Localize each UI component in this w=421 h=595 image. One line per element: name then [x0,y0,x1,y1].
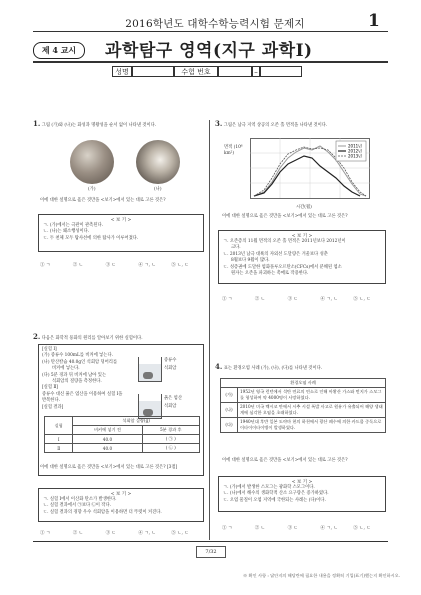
q3-bogi-box [218,230,386,284]
table-sub-header-1: 비커에 넣기 전 [73,426,142,435]
q1-caption-b: (나) [154,187,162,192]
q4-choices [222,525,386,531]
q3-choice-3[interactable]: ③ ㄷ [287,297,298,302]
legend-2011: 2011년 [348,143,363,149]
exam-no-dash: – [252,66,260,77]
q3-item-3b: 원자는 오존을 파괴하는 촉매로 작용한다. [231,271,309,277]
table-row: Ⅰ 40.0 ( ㉠ ) [45,435,200,444]
q1-number: 1. [33,119,41,128]
ozone-hole-chart [250,138,370,204]
q2-choice-2[interactable]: ② ㄴ [72,531,84,536]
beaker-label-limestone-1: 석회암 [164,366,177,371]
limestone-2 [143,409,153,416]
q2-exp2-line-1: 증류수 대신 묽은 염산을 이용하여 실험 Ⅰ을 [42,391,123,397]
q2-choice-3[interactable]: ③ ㄷ [105,531,116,536]
q4-item-2: ㄴ. (나)에서 해수의 생화학적 산소 요구량은 증가하였다. [223,491,329,497]
q2-item-3: ㄷ. 실험 결과의 경향 우수 석회암을 이용하면 더 뚜렷이 커진다. [43,509,162,515]
table-col-header: 석회암 질량(g) [73,417,200,426]
exam-title: 2016학년도 대학수학능력시험 문제지 [125,18,305,30]
q4-choice-1[interactable]: ① ㄱ [222,526,233,531]
question-4 [215,364,387,372]
q2-item-2: ㄴ. 실험 결과에서 ㉠보다 ㉡이 작다. [43,503,111,509]
footer-note: ※ 확인 사항 : 답안지의 해당란에 필요한 내용을 정확히 기입(표기)했는지 확인하시오. [243,573,400,578]
q2-result-title: [실험 결과] [42,404,64,410]
q3-choice-4[interactable]: ④ ㄱ, ㄴ [320,297,338,302]
section-title: 과학탐구 영역(지구 과학Ⅰ) [105,41,313,61]
q2-choices [40,530,204,536]
footer-page-box: 7/32 [196,546,226,558]
q3-item-1: ㄱ. 오존층의 11월 면적의 오존 홀 면적은 2011년보다 2012년이 [223,239,346,244]
q4-item-1: ㄱ. (가)에서 발생한 스모그는 광화학 스모그이다. [223,485,315,490]
q2-choice-4[interactable]: ④ ㄱ, ㄴ [138,531,156,536]
q3-item-2b: 8월보다 9월이 많다. [231,258,270,264]
q2-item-1: ㄱ. 실험 Ⅰ에서 이산화 탄소가 발생한다. [43,497,117,502]
q2-exp1-line-1: (가) 증류수 100mL를 비커에 넣는다. [42,353,113,359]
q2-experiment-box [38,344,204,476]
q2-hint: [3점] [166,465,178,470]
beaker-label-water: 증류수 [164,358,177,363]
q1-item-2: ㄴ. (나)는 왜소행성이다. [43,229,90,235]
q4-question: 이에 대한 설명으로 옳은 것만을 <보기>에서 있는 대로 고른 것은? [222,458,348,463]
q1-choice-3[interactable]: ③ ㄷ [105,263,116,268]
title-rule [33,61,388,63]
q2-exp1-line-4: (다) 5분 경과 뒤 비커에 남아 있는 [42,372,107,378]
q3-chart-xlabel: 시간(월) [296,205,312,210]
name-field[interactable] [132,66,174,77]
q3-choices [222,296,386,302]
q2-exp2-title: [실험 Ⅱ] [42,385,58,391]
q1-stem: 그림 (가)와 (나)는 화성과 명왕성을 순서 없이 나타낸 것이다. [41,123,157,128]
q4-choice-3[interactable]: ③ ㄷ [287,526,298,531]
q1-caption-a: (가) [88,187,96,192]
q2-exp1-line-5: 석회암의 질량을 측정한다. [52,379,102,385]
q2-stem: 다음은 화학적 풍화의 원리를 알아보기 위한 실험이다. [41,336,143,341]
q2-exp1-line-2: (나) 탄산칼슘 40.0g인 석회암 덩어리를 [42,359,118,365]
legend-2013: 2013년 [348,153,363,159]
limestone-1 [143,372,153,379]
table-sub-header-2: 5분 경과 후 [142,426,199,435]
exam-no-field-1[interactable] [218,66,252,77]
q3-choice-1[interactable]: ① ㄱ [222,297,233,302]
q4-stem: 표는 환경오염 사례 (가), (나), (다)를 나타낸 것이다. [223,366,323,371]
q3-choice-5[interactable]: ⑤ ㄴ, ㄷ [353,297,371,302]
q4-item-3: ㄷ. 오염 물질이 오염 지역에 국한되는 사례는 (다)이다. [223,497,326,503]
q2-exp1-title: [실험 Ⅰ] [42,347,57,352]
question-2 [33,334,205,342]
id-row [112,66,302,77]
q2-bogi-box [38,488,204,522]
mars-image [70,140,114,184]
q1-choice-2[interactable]: ② ㄴ [72,263,84,268]
q1-bogi-title: < 보 기 > [110,218,132,223]
q2-result-table [44,416,200,453]
q2-bogi-title: < 보 기 > [110,492,132,497]
q1-item-1: ㄱ. (가)에서는 극관이 관측된다. [43,223,103,228]
q4-choice-2[interactable]: ② ㄴ [254,526,266,531]
period-badge: 제 4 교시 [33,42,85,59]
legend-2012: 2012년 [348,148,363,154]
exam-no-field-2[interactable] [260,66,302,77]
q3-bogi-title: < 보 기 > [291,234,313,239]
q1-item-3: ㄷ. 두 천체 모두 탐사선에 의한 탐사가 이루어졌다. [43,235,139,241]
q4-table-title: 환경오염 사례 [221,379,386,388]
page-number: 1 [368,11,380,31]
q2-choice-5[interactable]: ⑤ ㄴ, ㄷ [171,531,189,536]
q3-item-3: ㄷ. 성층권에 도달한 염화플루오르탄소(CFCs)에서 분해된 염소 [223,264,342,270]
q3-stem: 그림은 남극 지역 상공의 오존 홀 면적을 나타낸 것이다. [223,123,328,128]
question-1 [33,121,203,129]
table-row: Ⅱ 40.0 ( ㉡ ) [45,444,200,453]
header-rule [33,31,388,32]
q3-number: 3. [215,119,223,128]
q4-choice-4[interactable]: ④ ㄱ, ㄴ [320,526,338,531]
q3-chart-ylabel: 면적 (10⁶ km²) [224,145,243,157]
beaker-label-limestone-2: 석회암 [164,404,177,409]
footer-total: 32 [210,549,217,555]
q2-exp1-line-3: 비커에 넣는다. [52,366,80,372]
q4-bogi-box [218,476,386,512]
name-label: 성명 [112,66,132,77]
q2-choice-1[interactable]: ① ㄱ [40,531,51,536]
footer-page: 7 [205,549,209,555]
table-row-header: 실험 [45,417,73,435]
q3-item-1b: 크다. [231,245,241,251]
q2-question: 이에 대한 설명으로 옳은 것만을 <보기>에서 있는 대로 고른 것은? [3점] [40,465,178,470]
q4-choice-5[interactable]: ⑤ ㄴ, ㄷ [353,526,371,531]
exam-no-label: 수험 번호 [174,66,218,77]
q1-choice-1[interactable]: ① ㄱ [40,263,51,268]
q2-exp2-line-2: 반복한다. [42,398,60,404]
q1-choices [40,262,204,268]
q3-choice-2[interactable]: ② ㄴ [254,297,266,302]
beaker-label-acid: 묽은 염산 [164,396,182,401]
q3-question: 이에 대한 설명으로 옳은 것만을 <보기>에서 있는 대로 고른 것은? [222,214,348,219]
table-row: (나) 2010년 미국 멕시코 만에서 시추 시설 폭발 사고로 원유가 유출되어 해양 생태계에 심각한 오염을 초래하였다. [221,403,386,418]
pluto-image [136,140,180,184]
q4-number: 4. [215,362,223,371]
table-row: (가) 1952년 영국 런던에서 석탄 연료의 연소로 인해 아황산 가스와 먼지가 스모그를 형성하여 약 4000명이 사망하였다. [221,388,386,403]
column-divider [209,120,210,540]
q4-pollution-table [220,378,386,433]
q3-item-2: ㄴ. 2013년 남극 대륙의 자외선 도달량은 겨울보다 성춘 [223,251,328,257]
q1-question: 이에 대한 설명으로 옳은 것만을 <보기>에서 있는 대로 고른 것은? [40,198,166,203]
question-3 [215,121,387,129]
q4-bogi-title: < 보 기 > [291,480,313,485]
q1-choice-5[interactable]: ⑤ ㄴ, ㄷ [171,263,189,268]
footer-rule [33,541,388,542]
q1-choice-4[interactable]: ④ ㄱ, ㄴ [138,263,156,268]
q1-bogi-box [38,214,204,252]
table-row: (다) 1940년대 후반 일본 도야마 현의 하천에서 광산 폐수에 의한 카드뮴 중독으로 이타이이타이병이 발생하였다. [221,418,386,433]
q2-number: 2. [33,332,41,341]
